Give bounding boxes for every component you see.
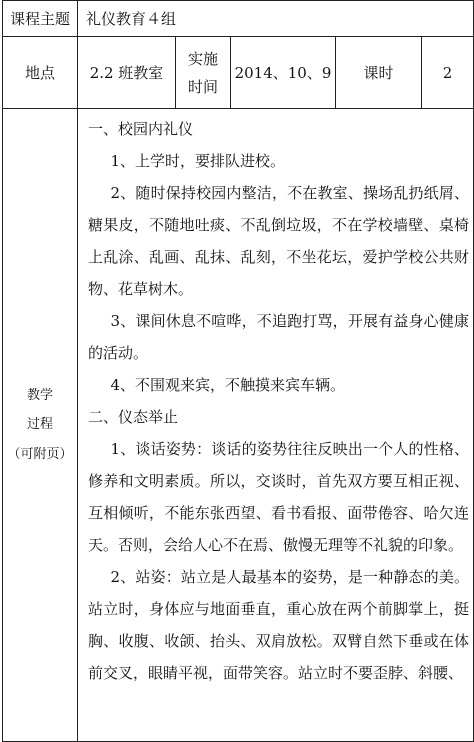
process-side-label [3, 109, 78, 742]
side-line3: （可附页） [7, 446, 73, 462]
date-value: 2014、10、9 [231, 37, 336, 109]
impl-time-line2: 时间 [187, 77, 218, 96]
process-content [78, 109, 474, 742]
place-value: 2.2 班教室 [78, 37, 176, 109]
paragraph: 3、课间休息不喧哗，不追跑打骂，开展有益身心健康的活动。 [88, 312, 470, 362]
paragraph: 4、不围观来宾，不触摸来宾车辆。 [110, 376, 346, 394]
lesson-plan-table [2, 0, 474, 742]
section-heading-campus: 一、校园内礼仪 [88, 120, 194, 138]
hours-value: 2 [422, 37, 474, 109]
side-line1: 教学 [26, 387, 53, 403]
process-text [88, 113, 469, 739]
side-line2: 过程 [26, 417, 53, 433]
impl-time-line1: 实施 [187, 49, 218, 68]
paragraph: 1、上学时，要排队进校。 [110, 152, 286, 170]
paragraph: 2、站姿：站立是人最基本的姿势，是一种静态的美。站立时，身体应与地面垂直，重心放在两个前脚掌上，挺胸、收腹、收颌、抬头、双肩放松。双臂自然下垂或在体前交叉，眼睛平视，面带笑容。站立时不要歪脖、斜腰、 [88, 568, 470, 682]
place-label: 地点 [3, 37, 78, 109]
topic-label: 课程主题 [3, 1, 78, 37]
info-row [3, 37, 474, 109]
section-heading-manners: 二、仪态举止 [88, 408, 179, 426]
impl-time-label [176, 37, 231, 109]
paragraph: 1、谈话姿势：谈话的姿势往往反映出一个人的性格、修养和文明素质。所以，交谈时，首先双方要互相正视、互相倾听，不能东张西望、看书看报、面带倦容、哈欠连天。否则，会给人心不在焉、傲慢无理等不礼貌的印象。 [88, 440, 470, 554]
process-row [3, 109, 474, 742]
topic-value: 礼仪教育４组 [78, 1, 474, 37]
hours-label: 课时 [336, 37, 422, 109]
paragraph: 2、随时保持校园内整洁，不在教室、操场乱扔纸屑、糖果皮，不随地吐痰、不乱倒垃圾，不在学校墙壁、桌椅上乱涂、乱画、乱抹、乱刻，不坐花坛，爱护学校公共财物、花草树木。 [88, 184, 470, 298]
topic-row [3, 1, 474, 37]
